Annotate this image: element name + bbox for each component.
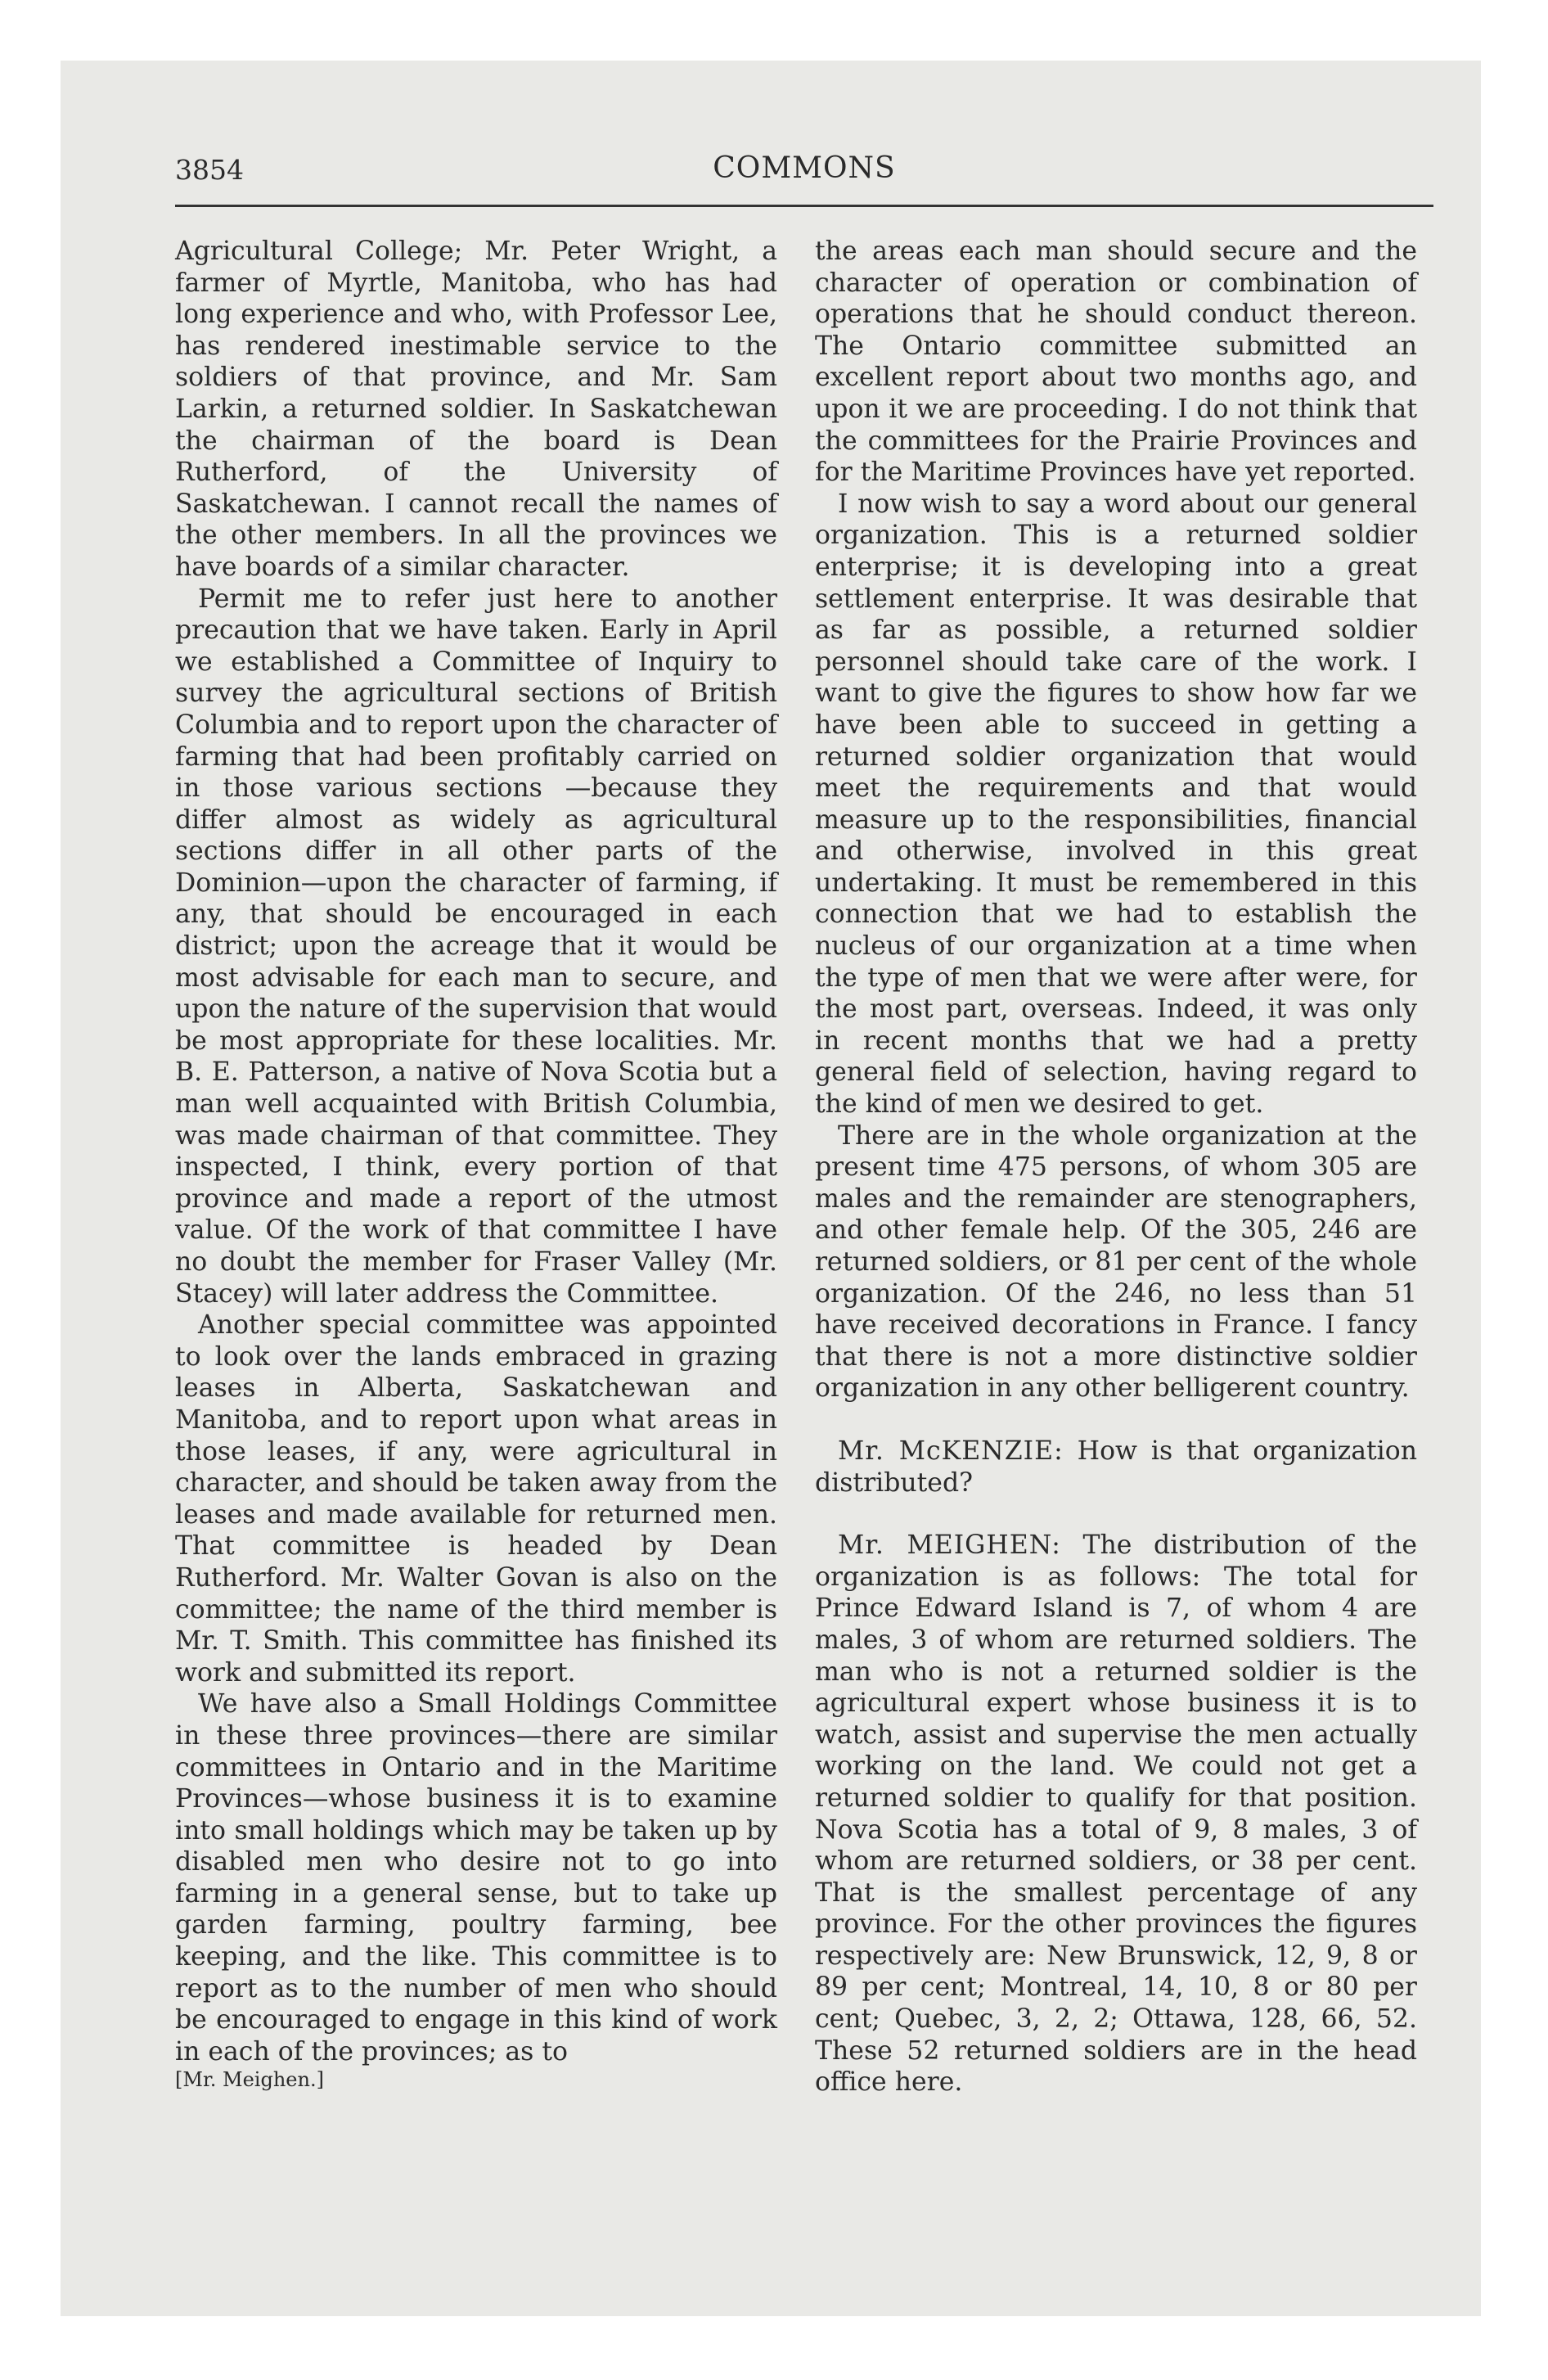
page-number: 3854	[175, 154, 244, 186]
speech-text: The distribution of the organization is as follows: The total for Prince Edward Island is 7, of whom 4 are males, 3 of whom are returned soldiers. The man who is not a returned soldier is the agricultural expert whose business it is to watch, assist and supervise the men actually working on the land. We could not get a returned soldier to qualify for that position. Nova Scotia has a total of 9, 8 males, 3 of whom are returned soldiers, or 38 per cent. That is the smallest percentage of any province. For the other provinces the figures respectively are: New Brunswick, 12, 9, 8 or 89 per cent; Montreal, 14, 10, 8 or 80 per cent; Quebec, 3, 2, 2; Ottawa, 128, 66, 52. These 52 returned soldiers are in the head office here.	[815, 1530, 1418, 2098]
right-column	[815, 236, 1417, 2098]
paragraph: Agricultural College; Mr. Peter Wright, a farmer of Myrtle, Manitoba, who has had long experience and who, with Professor Lee, has rendered inestimable service to the soldiers of that province, and Mr. Sam Larkin, a returned soldier. In Saskatchewan the chairman of the board is Dean Rutherford, of the University of Saskatchewan. I cannot recall the names of the other members. In all the provinces we have boards of a similar character.	[175, 237, 777, 582]
paragraph: Another special committee was appointed to look over the lands embraced in grazing leases in Alberta, Saskatchewan and Manitoba, and to report upon what areas in those leases, if any, were agricultural in character, and should be taken away from the leases and made available for returned men. That committee is headed by Dean Rutherford. Mr. Walter Govan is also on the committee; the name of the third member is Mr. T. Smith. This committee has finished its work and submitted its report.	[175, 1310, 777, 1688]
paragraph: There are in the whole organization at the present time 475 persons, of whom 305 are males and the remainder are stenographers, and other female help. Of the 305, 246 are returned soldiers, or 81 per cent of the whole organization. Of the 246, no less than 51 have received decorations in France. I fancy that there is not a more distinctive soldier organization in any other belligerent country.	[815, 1120, 1417, 1404]
hansard-page	[175, 0, 1433, 2380]
exchange-meighen	[815, 1530, 1417, 2098]
paragraph: We have also a Small Holdings Committee in these three provinces—there are similar committees in Ontario and in the Maritime Provinces—whose business it is to examine into small holdings which may be taken up by disabled men who desire not to go into farming in a general sense, but to take up garden farming, poultry farming, bee keeping, and the like. This committee is to report as to the number of men who should be encouraged to engage in this kind of work in each of the provinces; as to	[175, 1689, 777, 2067]
exchange-mckenzie	[815, 1436, 1417, 1499]
left-column	[175, 236, 777, 2092]
page-header	[175, 147, 1433, 188]
paragraph: the areas each man should secure and the character of operation or combination of operations that he should conduct thereon. The Ontario committee submitted an excellent report about two months ago, and upon it we are proceeding. I do not think that the committees for the Prairie Provinces and for the Maritime Provinces have yet reported.	[815, 237, 1417, 488]
running-head: COMMONS	[713, 151, 896, 185]
paragraph: Permit me to refer just here to another precaution that we have taken. Early in April we established a Committee of Inquiry to survey the agricultural sections of British Columbia and to report upon the character of farming that had been profitably carried on in those various sections —because they differ almost as widely as agricultural sections differ in all other parts of the Dominion—upon the character of farming, if any, that should be encouraged in each district; upon the acreage that it would be most advisable for each man to secure, and upon the nature of the supervision that would be most appropriate for these localities. Mr. B. E. Patterson, a native of Nova Scotia but a man well acquainted with British Columbia, was made chairman of that committee. They inspected, I think, every portion of that province and made a report of the utmost value. Of the work of that committee I have no doubt the member for Fraser Valley (Mr. Stacey) will later address the Committee.	[175, 584, 777, 1309]
header-rule	[175, 205, 1433, 207]
speaker-name: Mr. MEIGHEN:	[838, 1530, 1061, 1561]
speech-text: How is that organization distributed?	[815, 1436, 1417, 1498]
speaker-name: Mr. McKENZIE:	[838, 1436, 1064, 1466]
paragraph: I now wish to say a word about our general organization. This is a returned soldier enterprise; it is developing into a great settlement enterprise. It was desirable that as far as possible, a returned soldier personnel should take care of the work. I want to give the figures to show how far we have been able to succeed in getting a returned soldier organization that would meet the requirements and that would measure up to the responsibilities, financial and otherwise, involved in this great undertaking. It must be remembered in this connection that we had to establish the nucleus of our organization at a time when the type of men that we were after were, for the most part, overseas. Indeed, it was only in recent months that we had a pretty general field of selection, having regard to the kind of men we desired to get.	[815, 489, 1417, 1120]
speaker-attribution: [Mr. Meighen.]	[175, 2068, 324, 2092]
